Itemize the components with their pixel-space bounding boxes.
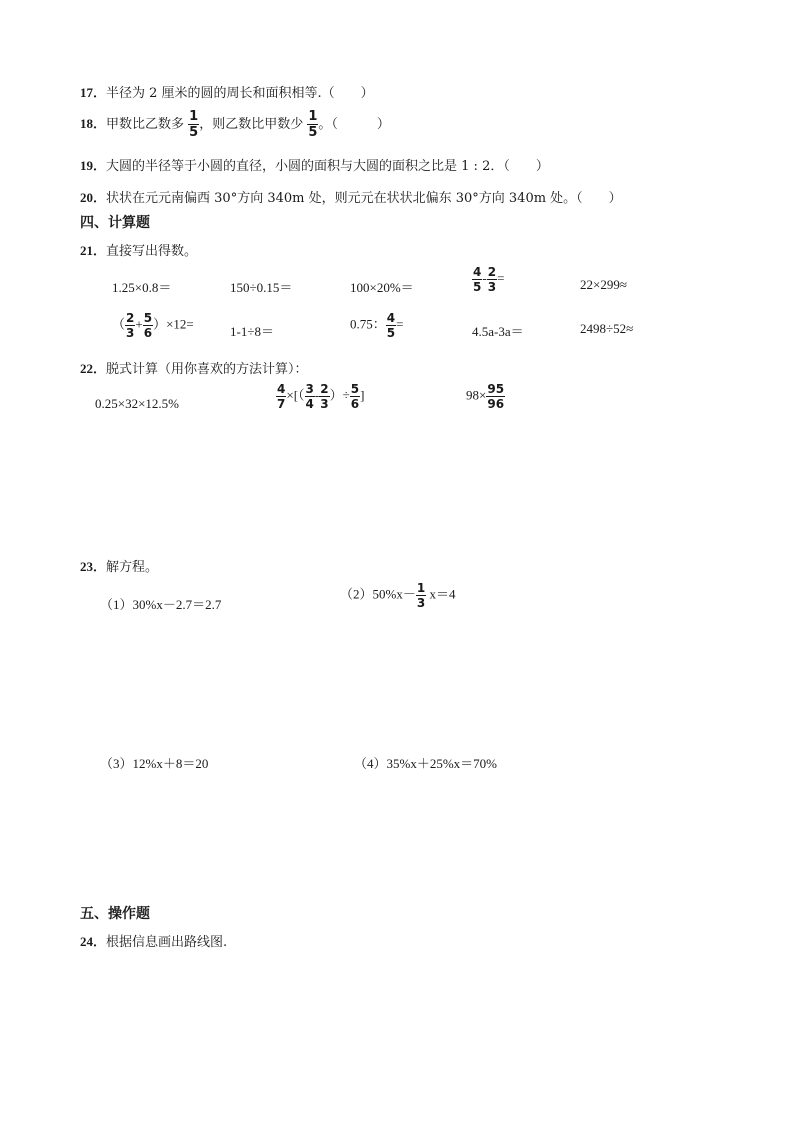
question-23-title <box>80 556 158 575</box>
operator: ）÷ <box>329 387 350 403</box>
fraction: $\frac{1}{3}$ <box>416 581 426 610</box>
equation-1: （1）30%x－2.7＝2.7 <box>100 597 222 612</box>
question-text: 。（ ） <box>318 117 390 132</box>
operator: ×[（ <box>286 387 305 403</box>
fraction: $\frac{95}{96}$ <box>487 382 505 411</box>
operator: 0.75： <box>350 316 386 332</box>
calc-item: 100×20%＝ <box>350 280 414 295</box>
question-text: 大圆的半径等于小圆的直径，小圆的面积与大圆的面积之比是 1 : 2．（ ） <box>106 159 549 174</box>
fraction: $\frac{1}{5}$ <box>308 109 318 140</box>
operator: （ <box>112 316 126 332</box>
calc-item: 1.25×0.8＝ <box>112 280 172 295</box>
section-title-5: 五、操作题 <box>80 906 150 922</box>
question-text: 状状在元元南偏西 30°方向 340m 处，则元元在状状北偏东 30°方向 340m 处。（ ） <box>106 191 622 206</box>
expression-1: 0.25×32×12.5% <box>95 396 179 411</box>
operator: （2）50%x－ <box>340 586 416 602</box>
question-18 <box>80 110 390 139</box>
question-number: 17． <box>80 85 107 100</box>
question-number: 19． <box>80 158 107 173</box>
operator: ] <box>360 387 365 403</box>
question-text: 解方程。 <box>106 560 159 575</box>
fraction: $\frac{4}{5}$ <box>386 311 396 340</box>
operator: + <box>135 316 143 332</box>
question-text: 根据信息画出路线图. <box>106 935 228 950</box>
calc-item-ratio <box>350 312 403 339</box>
question-24 <box>80 931 227 950</box>
equation-3: （3）12%x＋8＝20 <box>100 756 209 771</box>
question-20 <box>80 187 622 206</box>
calc-item-fraction-sum <box>112 312 194 339</box>
question-number: 22． <box>80 361 107 376</box>
calc-item: 150÷0.15＝ <box>230 280 293 295</box>
fraction: $\frac{5}{6}$ <box>350 382 360 411</box>
fraction: $\frac{2}{3}$ <box>320 382 329 411</box>
fraction: $\frac{5}{6}$ <box>143 311 153 340</box>
question-17 <box>80 82 374 101</box>
calc-item: 2498÷52≈ <box>580 321 634 336</box>
question-number: 23． <box>80 559 107 574</box>
operator: - <box>314 387 320 403</box>
question-22-title <box>80 358 308 377</box>
operator: 98× <box>466 387 487 403</box>
question-number: 18． <box>80 116 107 131</box>
question-number: 20． <box>80 190 107 205</box>
operator: = <box>396 316 404 332</box>
equation-2 <box>340 582 455 609</box>
fraction: $\frac{2}{3}$ <box>487 265 497 294</box>
calc-item-fraction-minus <box>472 266 504 293</box>
question-number: 24． <box>80 934 107 949</box>
question-text: 脱式计算（用你喜欢的方法计算）： <box>106 362 308 377</box>
fraction: $\frac{1}{5}$ <box>189 109 199 140</box>
question-19 <box>80 155 549 174</box>
expression-3 <box>466 383 505 410</box>
calc-item: 22×299≈ <box>580 277 627 292</box>
section-title-4: 四、计算题 <box>80 215 150 231</box>
question-21-title <box>80 240 197 259</box>
fraction: $\frac{2}{3}$ <box>126 311 135 340</box>
question-number: 21． <box>80 243 107 258</box>
operator: = <box>497 270 505 286</box>
operator: - <box>482 270 487 286</box>
fraction: $\frac{4}{5}$ <box>473 265 482 294</box>
fraction: $\frac{3}{4}$ <box>305 382 314 411</box>
operator: x＝4 <box>426 586 456 602</box>
question-text: ，则乙数比甲数少 <box>199 117 304 132</box>
question-text: 半径为 2 厘米的圆的周长和面积相等.（ ） <box>106 86 374 101</box>
question-text: 直接写出得数。 <box>106 244 198 259</box>
operator: ）×12= <box>153 316 194 332</box>
calc-item: 4.5a-3a＝ <box>472 324 524 339</box>
question-text: 甲数比乙数多 <box>106 117 185 132</box>
expression-2 <box>276 383 364 410</box>
fraction: $\frac{4}{7}$ <box>277 382 286 411</box>
equation-4: （4）35%x＋25%x＝70% <box>354 756 497 771</box>
calc-item: 1-1÷8＝ <box>230 324 274 339</box>
